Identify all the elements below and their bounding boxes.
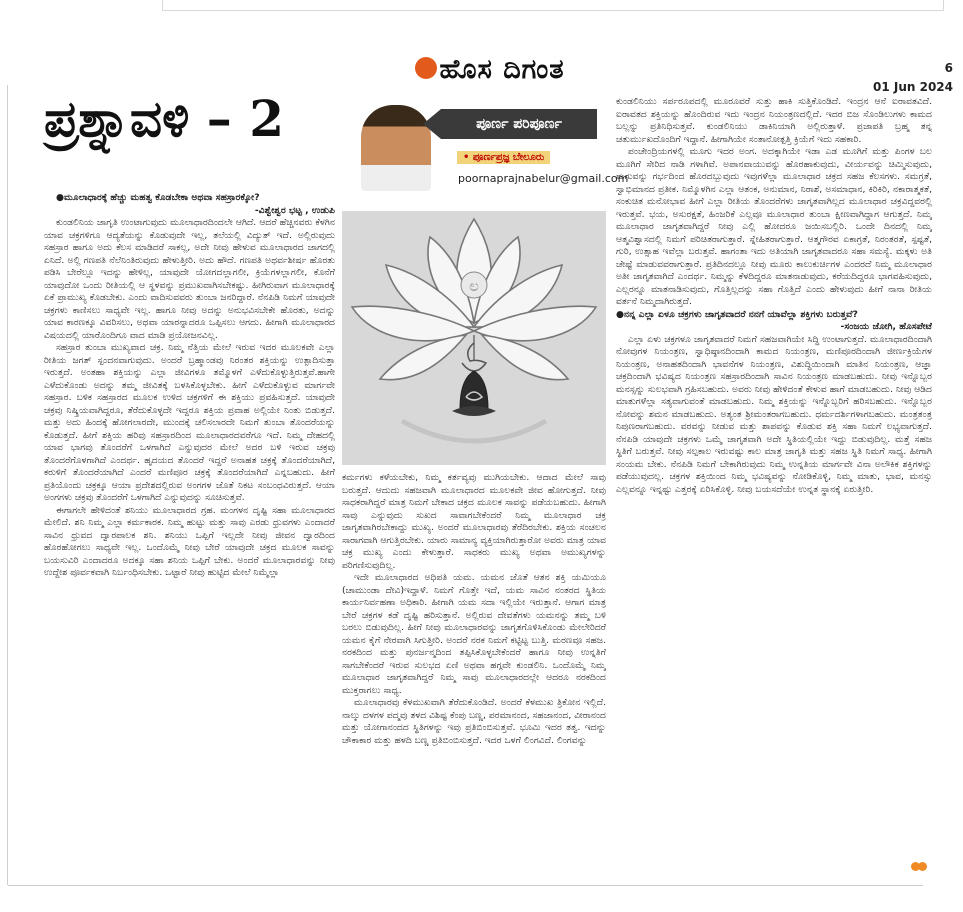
left-rule xyxy=(7,85,8,885)
lotus-petal-right-4 xyxy=(482,335,568,380)
lingam-icon xyxy=(460,371,488,409)
paragraph: ಎಲ್ಲಾ ಏಳು ಚಕ್ರಗಳೂ ಜಾಗೃತವಾದರೆ ನಿಮಗೆ ಸಹಜವಾಗಿಯೇ ಸಿದ್ಧಿ ಉಂಟಾಗುತ್ತದೆ. ಮೂಲಾಧಾರದಿಂದಾಗಿ ನೋವುಗಳ ನಿಯಂತ್ರಣ, ಸ್ವಾಧಿಷ್ಠಾನದಿಂದಾಗಿ ಕಾಮದ ನಿಯಂತ್ರಣ, ಮಣಿಪೂರದಿಂದಾಗಿ ಜೀರ್ಣಕ್ರಿಯೆಗಳ ನಿಯಂತ್ರಣ, ಅನಾಹತದಿಂದಾಗಿ ಭಾವನೆಗಳ ನಿಯಂತ್ರಣ, ವಿಶುದ್ಧಿಯಿಂದಾಗಿ ಮಾತಿನ ನಿಯಂತ್ರಣ, ಆಜ್ಞಾ ಚಕ್ರದಿಂದಾಗಿ ಭವಿಷ್ಯದ ನಿಯಂತ್ರಣ ಸಹಸ್ರಾರದಿಂದಾಗಿ ಸಾವಿನ ನಿಯಂತ್ರಣ ಮಾಡಬಹುದು. ನೀವು ಇನ್ನೊಬ್ಬರ ಮನಸ್ಸನ್ನು ಸುಲಭವಾಗಿ ಗ್ರಹಿಸಬಹುದು. ಅವರು ನೀವು ಹೇಳಿದಂತೆ ಕೇಳುವ ಹಾಗೆ ಮಾಡಬಹುದು. ನೀವು ಆಡಿದ ಮಾತುಗಳೆಲ್ಲಾ ಸತ್ಯವಾಗುವಂತೆ ಮಾಡಬಹುದು. ನಿಮ್ಮ ಶಕ್ತಿಯನ್ನು ಇನ್ನೊಬ್ಬರಿಗೆ ಹರಿಸಬಹುದು. ಇನ್ನೊಬ್ಬರ ನೋವನ್ನು ಶಮನ ಮಾಡಬಹುದು. ಅತ್ಯಂತ ಶ್ರೀಮಂತರಾಗಬಹುದು. ಧರ್ಮದರ್ಶಿಗಳಾಗಬಹುದು. ಮಂತ್ರತಂತ್ರ ನಿಪುಣರಾಗಬಹುದು. ವರವನ್ನು ನೀಡುವ ಮತ್ತು ಶಾಪವನ್ನು ಕೊಡುವ ಶಕ್ತಿ ಸಹಾ ನಿಮಗೆ ಲಭ್ಯವಾಗುತ್ತದೆ. ನೆನಪಿಡಿ ಯಾವುದೇ ಚಕ್ರಗಳು ಒಮ್ಮೆ ಜಾಗೃತವಾಗಿ ಅದೇ ಸ್ಥಿತಿಯಲ್ಲಿಯೇ ಇದ್ದು ಬಿಡುವುದಿಲ್ಲ. ಮತ್ತೆ ಸಹಜ ಸ್ಥಿತಿಗೆ ಬರುತ್ತವೆ. ನೀವು ಸಲ್ಪಕಾಲ ಇರುವಷ್ಟು ಕಾಲ ಮಾತ್ರ ಜಾಗೃತಿ ಮತ್ತು ಸಹಜ ಸ್ಥಿತಿ ನಿಮಗೆ ಸಾಧ್ಯ. ಹೀಗಾಗಿ ಸಂಯಮ ಬೇಕು. ನೆನಪಿಡಿ ನಿಮಗೆ ಬೇಕಾಗಿರುವುದು ನಿಮ್ಮ ಉನ್ನತಿಯ ಮಾರ್ಗವೇ ವಿನಾ ಅಲೌಕಿಕ ಶಕ್ತಿಗಳನ್ನು ಪಡೆಯುವುದಲ್ಲ. ಚಕ್ರಗಳ ಶಕ್ತಿಯಿಂದ ನಿಮ್ಮ ಭವಿಷ್ಯವನ್ನು ನೋಡಿಕೊಳ್ಳಿ, ನಿಮ್ಮ ಮಾತು, ಭಾವ, ಮನಸ್ಸು ಎಲ್ಲವನ್ನೂ ಇನ್ನಷ್ಟು ಎತ್ತರಕ್ಕೆ ಏರಿಸಿಕೊಳ್ಳಿ. ನೀವು ಬಯಸದೆಯೇ ಉನ್ನತ ಸ್ಥಾನಕ್ಕೆ ಏರುತ್ತೀರಿ. xyxy=(616,333,932,495)
column-header xyxy=(341,97,629,199)
writer-name: • ಪೂರ್ಣಪ್ರಜ್ಞ ಬೇಲೂರು xyxy=(457,151,550,164)
top-frame xyxy=(162,0,944,11)
article-column-1 xyxy=(44,192,335,882)
paragraph: ಇದೇ ಮೂಲಾಧಾರದ ಅಧಿಪತಿ ಯಮ. ಯಮನ ಜೊತೆ ಆತನ ಶಕ್ತಿ ಯಮಿಯೂ (ಚಾಮುಂಡಾ ದೇವಿ)ಇದ್ದಾಳೆ. ನಿಮಗೆ ಗೊತ್ತೇ ಇದೆ, ಯಮ ಸಾವಿನ ನಂತರದ ಸ್ಥಿತಿಯ ಕಾರ್ಯನಿರ್ವಹಣಾ ಅಧಿಕಾರಿ. ಹೀಗಾಗಿ ಯಮ ಸದಾ ಇಲ್ಲಿಯೇ ಇರುತ್ತಾನೆ. ಆಗಾಗ ಮಾತ್ರ ಬೇರೆ ಚಕ್ರಗಳ ಕಡೆ ದೃಷ್ಟಿ ಹರಿಸುತ್ತಾನೆ. ಅಲ್ಲಿರುವ ದೇವತೆಗಳು ಯಮನನ್ನು ತಮ್ಮ ಬಳಿ ಬರಲು ಬಿಡುವುದಿಲ್ಲ. ಹೀಗೆ ನೀವು ಮೂಲಾಧಾರವನ್ನು ಜಾಗೃತಗೊಳಿಸಿಕೊಂಡು ಮೇಲೇರಿದರೆ ಯಮನ ಕೈಗೆ ನೇರವಾಗಿ ಸಿಗುತ್ತೀರಿ. ಅಂದರೆ ನರಕ ನಿಮಗೆ ಕಟ್ಟಿಟ್ಟ ಬುತ್ತಿ. ಮರಣವೂ ಸಹಜ. ನರಕದಿಂದ ಮತ್ತು ಪುನರ್ಜನ್ಮದಿಂದ ತಪ್ಪಿಸಿಕೊಳ್ಳಬೇಕೆಂದರೆ ಹಾಗೂ ನೀವು ಉನ್ನತಿಗೆ ಸಾಗಬೇಕೆಂದರೆ ಇರುವ ಸುಲಭದ ಏಣಿ ಅಥವಾ ಹಗ್ಗವೇ ಕುಂಡಲಿನಿ. ಒಂದೊಮ್ಮೆ ನಿಮ್ಮ ಮೂಲಾಧಾರ ಜಾಗೃತವಾಗಿದ್ದರೆ ನಿಮ್ಮ ಸಾವು ಮೂಲಾಧಾರದಲ್ಲೇ ಆದರೂ ನರಕದಿಂದ ಮುಕ್ತರಾಗಲು ಸಾಧ್ಯ. xyxy=(342,572,606,696)
lotus-petal-left-4 xyxy=(380,335,466,380)
banner-accent xyxy=(423,109,441,139)
column-name: ಪೂರ್ಣ ಪರಿಪೂರ್ಣ xyxy=(476,116,562,132)
masthead xyxy=(380,54,600,86)
masthead-title: ಹೊಸ ದಿಗಂತ xyxy=(439,54,565,85)
paragraph: ಸಹಸ್ರಾರ ತುಂಬಾ ಮುಖ್ಯವಾದ ಚಕ್ರ. ನಿಮ್ಮ ನೆತ್ತಿಯ ಮೇಲೆ ಇರುವ ಇದರ ಮೂಲಕವೇ ಎಲ್ಲಾ ರೀತಿಯ ಜಗತ್ ಸ್ಪಂದನವಾಗುವುದು. ಅಂದರೆ ಬ್ರಹ್ಮಾಂಡವು ನಿರಂತರ ಶಕ್ತಿಯನ್ನು ಉತ್ಪಾದಿಸುತ್ತಾ ಇರುತ್ತದೆ. ಅಂತಹಾ ಶಕ್ತಿಯನ್ನು ಎಲ್ಲಾ ಜೀವಿಗಳೂ ತಮ್ಮೊಳಗೆ ಎಳೆದುಕೊಳ್ಳುತ್ತಿರುತ್ತವೆ.ಹಾಗೇ ಎಳೆದುಕೊಂಡು ಅದನ್ನು ತಮ್ಮ ಜೀವಿತಕ್ಕೆ ಬಳಸಿಕೊಳ್ಳಬೇಕು. ಹೀಗೆ ಎಳೆದುಕೊಳ್ಳುವ ಮಾರ್ಗವೇ ಸಹಸ್ರಾರ. ಬಳಿಕ ಸಹಸ್ರಾರದ ಮೂಲಕ ಉಳಿದ ಚಕ್ರಗಳಿಗೆ ಈ ಶಕ್ತಿಯು ಪ್ರವಹಿಸುತ್ತದೆ. ಯಾವುದೇ ಚಕ್ರವು ನಿಷ್ಕ್ರಿಯವಾಗಿದ್ದರೂ, ತೆರೆದುಕೊಳ್ಳದೇ ಇದ್ದರೂ ಶಕ್ತಿಯ ಪ್ರವಾಹ ಅಲ್ಲಿಯೇ ನಿಂತು ಬಿಡುತ್ತದೆ. ಮತ್ತು ಅದು ಹಿಂದಕ್ಕೆ ಹೋಗಲಾರದೇ, ಮುಂದಕ್ಕೆ ಚಲಿಸಲಾರದೇ ನಿಮಗೆ ತುಂಬಾ ತೊಂದರೆಯನ್ನು ಕೊಡುತ್ತದೆ. ಹೀಗೆ ಶಕ್ತಿಯ ಹರಿವು ಸಹಸ್ರಾರದಿಂದ ಮೂಲಾಧಾರದವರೆಗೂ ಇದೆ. ನಿಮ್ಮ ದೇಹದಲ್ಲಿ ಯಾವ ಭಾಗವು ತೊಂದರೆಗೆ ಒಳಗಾಗಿದೆ ಎನ್ನುವುದರ ಮೇಲೆ ಅದರ ಬಳಿ ಇರುವ ಚಕ್ರವು ತೊಂದರೆಗೊಳಗಾಗಿದೆ ಎಂದರ್ಥ. ಹೃದಯದ ತೊಂದರೆ ಇದ್ದರೆ ಅನಾಹತ ಚಕ್ರಕ್ಕೆ ತೊಂದರೆಯಾಗಿದೆ, ಕರುಳಿಗೆ ತೊಂದರೆಯಾಗಿದೆ ಎಂದರೆ ಮಣಿಪೂರ ಚಕ್ರಕ್ಕೆ ತೊಂದರೆಯಾಗಿದೆ ಎನ್ನಬಹುದು. ಹೀಗೆ ಪ್ರತಿಯೊಂದು ಚಕ್ರಕ್ಕೂ ಆಯಾ ಪ್ರದೇಶದಲ್ಲಿರುವ ಅಂಗಗಳ ಜೊತೆ ನಿಕಟ ಸಂಬಂಧವಿರುತ್ತದೆ. ಆಯಾ ಅಂಗಗಳು ಚಕ್ರವು ತೊಂದರೆಗೆ ಒಳಗಾಗಿದೆ ಎನ್ನುವುದನ್ನು ಸೂಚಿಸುತ್ತವೆ. xyxy=(44,342,335,503)
writer-email: poornaprajnabelur@gmail.com xyxy=(458,172,629,185)
page-number: 6 xyxy=(944,61,953,75)
paragraph: ಪಂಚೇಂದ್ರಿಯಗಳಲ್ಲಿ ಮೂಗು ಇದರ ಅಂಗ. ಅದಕ್ಕಾಗಿಯೇ ಇಡಾ ಎಡ ಮೂಗಿಗೆ ಮತ್ತು ಪಿಂಗಳ ಬಲ ಮೂಗಿಗೆ ಸೇರಿದ ನಾಡಿ ಗಳಾಗಿವೆ. ಅಪಾನವಾಯುವನ್ನು ಹೊರಹಾಕುವುದು, ವೀರ್ಯವನ್ನು ಚಿಮ್ಮಿಸುವುದು, ಮಗುವನ್ನು ಗರ್ಭದಿಂದ ಹೊರದಬ್ಬುವುದು ಇವುಗಳೆಲ್ಲಾ ಮೂಲಾಧಾರ ಚಕ್ರದ ಸಹಜ ಕೆಲಸಗಳು. ಸಮಗ್ರತೆ, ಸ್ವಾಭಿಮಾನದ ಪ್ರತೀಕ. ನಿಮ್ಮೊಳಗಿನ ಎಲ್ಲಾ ಆತಂಕ, ಅನುಮಾನ, ನಿರಾಶೆ, ಅಸಮಾಧಾನ, ಕಿರಿಕಿರಿ, ನಕಾರಾತ್ಮಕತೆ, ಸಂಕುಚಿತ ಮನೋಭಾವ ಹೀಗೆ ಎಲ್ಲಾ ರೀತಿಯ ತೊಂದರೆಗಳು ಜಾಗೃತವಾಗಿಲ್ಲದ ಮೂಲಾಧಾರ ಚಕ್ರವಿದ್ದವರಲ್ಲಿ ಇರುತ್ತವೆ. ಭಯ, ಅಸುರಕ್ಷತೆ, ಹಿಂಜರಿಕೆ ಎಲ್ಲವೂ ಮೂಲಾಧಾರ ತುಂಬಾ ಕ್ಷೀಣವಾಗಿದ್ದಾಗ ಆಗುತ್ತದೆ. ನಿಮ್ಮ ಮೂಲಾಧಾರ ಜಾಗೃತವಾಗಿದ್ದರೆ ನೀವು ಎಲ್ಲಿ ಹೋದರೂ ಜಯಿಸಬಲ್ಲಿರಿ. ಒಂದೇ ದಿನದಲ್ಲಿ ನಿಮ್ಮ ಆತ್ಮವಿಶ್ವಾಸದಲ್ಲಿ ನಿಮಗೆ ಪರಿಚಿತರಾಗುತ್ತಾರೆ. ಸ್ನೇಹಿತರಾಗುತ್ತಾರೆ. ಆತ್ಮಗೌರವ ಏಕಾಗ್ರತೆ, ನಿರಂತರತೆ, ಸ್ಪಷ್ಟತೆ, ಗುರಿ, ಉತ್ಸಾಹ ಇವೆಲ್ಲಾ ಬರುತ್ತವೆ. ಹಾಗಂತಾ ಇದು ಅತಿಯಾಗಿ ಜಾಗೃತವಾದರೂ ಸಹಾ ಸಮಸ್ಯೆ. ಮಕ್ಕಳು ಅತಿ ಚೇಷ್ಟೆ ಮಾಡುವವರಾಗುತ್ತಾರೆ. ಪ್ರತಿದಿನದಲ್ಲೂ ನೀವು ಮೂರು ಕಾಲುಕುರ್ಚಿಗಳ ಎಂದರದೆ ನಿಮ್ಮ ಮೂಲಾಧಾರ ಅತೀ ಜಾಗೃತವಾಗಿದೆ ಎಂದರ್ಥ. ನಿಮ್ಮನ್ನು ಕೆಳದಿದ್ದರೂ ಮಾತನಾಡುವುದು, ಕರೆಯದಿದ್ದರೂ ಭಾಗವಹಿಸುವುದು, ಎಲ್ಲರನ್ನೂ ಮಾತನಾಡಿಸುವುದು, ಗೊತ್ತಿಲ್ಲದನ್ನು ಸಹಾ ಗೊತ್ತಿದೆ ಎಂದು ಹೇಳುವುದು ಹೀಗೆ ನಾನಾ ರೀತಿಯ ವರ್ತನೆ ನಿಮ್ಮದಾಗಿರುತ್ತದೆ. xyxy=(616,146,932,307)
question-2: ●ನನ್ನ ಎಲ್ಲಾ ಏಳೂ ಚಕ್ರಗಳು ಜಾಗೃತವಾದರೆ ನನಗೆ ಯಾವೆಲ್ಲಾ ಶಕ್ತಿಗಳು ಬರುತ್ತವೆ? xyxy=(616,308,858,320)
lotus-svg xyxy=(342,211,606,465)
column-name-banner xyxy=(441,109,597,139)
question-2-byline: -ಸಂಜಯ ಜೋಗಿ, ಹೊಸಪೇಟೆ xyxy=(840,321,932,332)
question-1-byline: -ವಿಶ್ವೇಶ್ವರ ಭಟ್ಟ , ಉಡುಪಿ xyxy=(254,204,335,216)
article-title: ಪ್ರಶ್ನಾವಳಿ – 2 xyxy=(44,89,285,148)
paragraph: ಮೂಲಾಧಾರವು ಕೆಳಮುಖವಾಗಿ ತೆರೆದುಕೊಂಡಿದೆ. ಅಂದರೆ ಕೆಳಮುಖ ತ್ರಿಕೋನ ಇಲ್ಲಿದೆ. ನಾಲ್ಕು ದಳಗಳ ಪದ್ಮವು ತಳದ ವಿಶಿಷ್ಟ ಕೆಂಪು ಬಣ್ಣ, ಪರಮಾನಂದ, ಸಹಜಾನಂದ, ವೀರಾನಂದ ಮತ್ತು ಯೋಗಾನಂದದ ಸ್ಥಿತಿಗಳನ್ನು ಇವು ಪ್ರತಿಬಿಂಬಿಸುತ್ತವೆ. ಭೂಮಿ ಇದರ ತತ್ವ. ಇದನ್ನು ಚೌಕಾಕಾರ ಮತ್ತು ಹಳದಿ ಬಣ್ಣ ಪ್ರತಿಬಿಂಬಿಸುತ್ತದೆ. ಇದರ ಒಳಗೆ ಲಿಂಗವಿದೆ. ಲಿಂಗವನ್ನು xyxy=(342,697,606,746)
paragraph: ಕುಂಡಲಿನಿಯು ಸರ್ಪರೂಪದಲ್ಲಿ ಮೂರೂವರೆ ಸುತ್ತು ಹಾಕಿ ಸುತ್ತಿಕೊಂಡಿದೆ. ಇಂದ್ರನ ಆನೆ ಐರಾವತವಿದೆ. ಐರಾವತದ ಶಕ್ತಿಯನ್ನು ಹೊಂದಿರುವ ಇದು ಇಂದ್ರನ ನಿಯಂತ್ರಣದಲ್ಲಿದೆ. ಇದರ ಬಿಜ ಸೊಂಡಿಲುಗಳು ಕಾಮದ ಬಲ್ಲನ್ನು ಪ್ರತಿನಿಧಿಸುತ್ತವೆ. ಕುಂಡಲಿನಿಯು ಡಾಕಿನಿಯಾಗಿ ಅಲ್ಲಿರುತ್ತಾಳೆ. ಪ್ರಜಾಪತಿ ಬ್ರಹ್ಮ ತನ್ನ ಚತುರ್ಮುಖದೊಂದಿಗೆ ಇದ್ದಾನೆ. ಹೀಗಾಗಿಯೇ ಸಂತಾನೋತ್ಪತ್ತಿ ಕ್ರಿಯೆಗೆ ಇದು ಸಹಕಾರಿ. xyxy=(616,96,932,145)
lotus-base-shadow xyxy=(402,421,546,441)
bottom-rule xyxy=(8,885,923,886)
lotus-center-glyph: ಲ xyxy=(469,277,479,295)
author-photo xyxy=(361,105,431,191)
paragraph: ಈಗಾಗಲೇ ಹೇಳಿದಂತೆ ಶನಿಯು ಮೂಲಾಧಾರದ ಗ್ರಹ. ಮಂಗಳನ ದೃಷ್ಟಿ ಸಹಾ ಮೂಲಾಧಾರದ ಮೇಲಿದೆ. ಶನಿ ನಿಮ್ಮ ಎಲ್ಲಾ ಕರ್ಮಕಾರಕ. ನಿಮ್ಮ ಹುಟ್ಟು ಮತ್ತು ಸಾವು ಎರಡು ಧ್ರುವಗಳು ಎಂದಾದರೆ ಸಾವಿನ ಧ್ರುವದ ದ್ವಾರಪಾಲಕ ಶನಿ. ಶನಿಯು ಒಪ್ಪಿಗೆ ಇಲ್ಲದೇ ನೀವು ಜೀವನ ದ್ವಾರದಿಂದ ಹೊರಹೋಗಲು ಸಾಧ್ಯವೇ ಇಲ್ಲ. ಒಂದೊಮ್ಮೆ ನೀವು ಬೇರೆ ಯಾವುದೇ ಚಕ್ರದ ಮೂಲಕ ಸಾವನ್ನು ಬಯಸುವಿರಿ ಎಂದಾದರೂ ಅದಕ್ಕೂ ಸಹಾ ಶನಿಯ ಒಪ್ಪಿಗೆ ಬೇಕು. ಅಂದರೆ ಮೂಲಾಧಾರವನ್ನು ನೀವು ಉದ್ದೇಶ ಪೂರ್ವಕವಾಗಿ ನಿರ್ಬಂಧಿಸಬೇಕು. ಒಟ್ಟಾರೆ ನೀವು ಹುಟ್ಟಿದ ಮೇಲೆ ನಿಮ್ಮೆಲ್ಲಾ xyxy=(44,504,335,578)
masthead-logo-icon xyxy=(415,57,437,79)
publisher-mark-icon xyxy=(913,856,931,870)
edition-date: 01 Jun 2024 xyxy=(872,80,953,94)
article-column-2 xyxy=(342,472,606,882)
paragraph: ಕರ್ಮಗಳು ಕಳೆಯಬೇಕು, ನಿಮ್ಮ ಕರ್ತವ್ಯವು ಮುಗಿಯಬೇಕು. ಆದಾದ ಮೇಲೆ ಸಾವು ಬರುತ್ತದೆ. ಆದುದು ಸಹಜವಾಗಿ ಮೂಲಾಧಾರದ ಮೂಲಕವೇ ಜೀವ ಹೋಗುತ್ತದೆ. ನೀವು ಸಾಧಕರಾಗಿದ್ದರೆ ಮಾತ್ರ ನಿಮಗೆ ಬೇಕಾದ ಚಕ್ರದ ಮೂಲಕ ಸಾವನ್ನು ಪಡೆಯಬಹುದು. ಹೀಗಾಗಿ ಸಾವು ಎನ್ನುವುದು ಸುಖದ ಸಾವಾಗಬೇಕೆಂದರೆ ನಿಮ್ಮ ಮೂಲಾಧಾರ ಚಕ್ರ ಜಾಗೃತವಾಗಿರಬೇಕಾದ್ದು ಮುಖ್ಯ. ಅಂದರೆ ಮೂಲಾಧಾರವು ತೆರೆದಿರಬೇಕು. ಶಕ್ತಿಯ ಸಂಚಲನ ಸಾರಾಗವಾಗಿ ಆಗುತ್ತಿರಬೇಕು. ಯಾರು ಸಾಮಾನ್ಯ ವ್ಯಕ್ತಿಯಾಗಿರುತ್ತಾರೋ ಅವರು ಮಾತ್ರ ಯಾವ ಚಕ್ರ ಮುಖ್ಯ ಎಂದು ಕೇಳುತ್ತಾರೆ. ಸಾಧಕರು ಮುಖ್ಯ ಅಥವಾ ಅಮುಖ್ಯಗಳನ್ನು ಪರಿಗಣಿಸುವುದಿಲ್ಲ. xyxy=(342,472,606,571)
paragraph: ಕುಂಡಲಿನಿಯ ಜಾಗೃತಿ ಉಂಟಾಗುವುದು ಮೂಲಾಧಾರದಿಂದಲೇ ಆಗಿದೆ. ಆದರೆ ಹೆಚ್ಚಿನವರು ಕೆಳಗಿನ ಯಾವ ಚಕ್ರಗಳಿಗೂ ಆದ್ಯತೆಯನ್ನು ಕೊಡುವುದೇ ಇಲ್ಲ, ತಲೆಯಲ್ಲಿ ವಿದ್ಯುತ್ ಇದೆ. ಅಲ್ಲಿರುವುದು ಸಹಸ್ರಾರ ಹಾಗೂ ಅದು ಕೆಲಸ ಮಾಡಿದರೆ ಸಾಕಲ್ಲ, ಅದೇ ನೀವು ಹೇಳುವ ಮೂಲಾಧಾರದ ಜಾಗದಲ್ಲಿ ಏನಿದೆ. ಅಲ್ಲಿ ಗಣಪತಿ ನೆಲೆನಿಂತಿರುವುದು ಹೇಳುತ್ತೀರಿ. ಅದು ಹೌದೆ. ಗಣಪತಿ ಅಥರ್ವಶೀರ್ಷ ಹೊರತು ಪಡಿಸಿ ಬೇರೆಲ್ಲೂ ಇದನ್ನು ಹೇಳಿಲ್ಲ, ಯಾವುದೇ ಯೋಗದಲ್ಲಾಗಲೀ, ಕ್ರಿಯೆಗಳಲ್ಲಾಗಲೀ, ಕೊನೆಗೆ ಯಾವುದೋ ಒಂದು ರೀತಿಯಲ್ಲಿ ಆ ಸ್ಥಳವನ್ನು ಪ್ರಮುಖವಾಗಿಸಬೇಕಷ್ಟು. ಹೀಗಿರುವಾಗ ಮೂಲಾಧಾರಕ್ಕೆ ಏಕೆ ಪ್ರಾಮುಖ್ಯ ಕೊಡಬೇಕು. ಎಂದು ವಾದಿಸುವವರು ತುಂಬಾ ಜನರಿದ್ದಾರೆ. ನೆನಪಿಡಿ ನಿಮಗೆ ಯಾವುದೇ ಚಕ್ರಗಳು ಕಾಣಿಸಲು ಸಾಧ್ಯವೇ ಇಲ್ಲ. ಹಾಗೂ ನೀವು ಅದನ್ನು ಅನುಭವಿಸಬೇಕೇ ಹೊರತು, ಅದನ್ನು ಯಾವ ಕಾರಣಕ್ಕೂ ವಿವರಿಸಲು, ಅಥವಾ ಯಾರನ್ನಾದರೂ ಒಪ್ಪಿಸಲು ಆಗದು. ಹೀಗಾಗಿ ಮೂಲಾಧಾರದ ವಿಷಯದಲ್ಲಿ ಯಾರೊಂದಿಗೂ ವಾದ ಮಾಡಿ ಪ್ರಯೋಜನವಿಲ್ಲ. xyxy=(44,217,335,341)
lingam-base xyxy=(452,406,496,416)
lotus-illustration xyxy=(342,211,606,465)
article-column-3 xyxy=(616,96,932,882)
question-1: ●ಮೂಲಾಧಾರಕ್ಕೆ ಹೆಚ್ಚು ಮಹತ್ವ ಕೊಡಬೇಕಾ ಅಥವಾ ಸಹಸ್ರಾರಕ್ಕೋ? xyxy=(56,192,260,203)
